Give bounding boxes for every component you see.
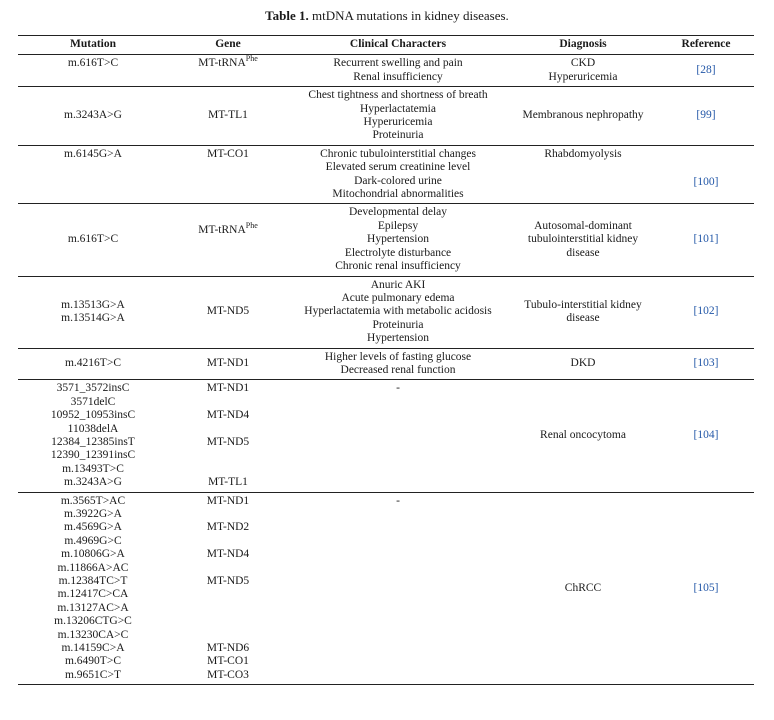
clinical-value: Dark-colored urine (354, 174, 442, 187)
table-caption-label: Table 1. (265, 8, 309, 23)
table-row (18, 145, 754, 204)
reference-cell (658, 145, 754, 204)
mutation-cell (18, 380, 168, 492)
gene-value (170, 548, 286, 561)
clinical-value: Elevated serum creatinine level (325, 161, 471, 174)
mutation-value: m.13127AC>A (57, 601, 129, 614)
mutation-cell (18, 145, 168, 204)
gene-name: MT-ND1 (206, 494, 250, 507)
mutation-value: m.9651C>T (64, 668, 121, 681)
diagnosis-cell (508, 204, 658, 276)
mutation-cell (18, 348, 168, 380)
clinical-value: Electrolyte disturbance (344, 246, 452, 259)
gene-name: MT-tRNA (198, 224, 246, 237)
gene-spacer (170, 615, 286, 628)
mutation-value: m.3243A>G (64, 476, 122, 489)
clinical-cell (288, 87, 508, 146)
mutation-value: m.13513G>A (61, 298, 125, 311)
reference-link[interactable]: [99] (696, 109, 716, 122)
clinical-value: Hyperuricemia (363, 116, 433, 129)
diagnosis-value: disease (566, 312, 600, 325)
diagnosis-cell (508, 276, 658, 348)
table-caption-text: mtDNA mutations in kidney diseases. (312, 8, 509, 23)
gene-superscript: Phe (245, 53, 258, 63)
gene-value (170, 53, 286, 70)
mutation-value: m.12417C>CA (57, 588, 129, 601)
gene-name: MT-ND5 (206, 435, 250, 448)
gene-name: MT-CO1 (207, 147, 249, 160)
clinical-value: Hypertension (367, 233, 429, 246)
table-caption (0, 8, 774, 24)
gene-value (170, 669, 286, 682)
gene-spacer (170, 423, 286, 436)
gene-value (170, 476, 286, 489)
gene-name: MT-ND6 (206, 642, 250, 654)
clinical-cell (288, 380, 508, 492)
gene-value (170, 521, 286, 534)
mutation-value: m.13206CTG>C (54, 615, 132, 628)
header-clinical-characters: Clinical Characters (349, 38, 447, 50)
mtdna-mutations-table (18, 35, 754, 685)
gene-cell (168, 492, 288, 685)
diagnosis-value: Hyperuricemia (548, 70, 618, 83)
gene-value (170, 655, 286, 668)
table-row (18, 276, 754, 348)
mutation-value: m.616T>C (67, 57, 119, 70)
gene-spacer (170, 396, 286, 409)
table-row (18, 204, 754, 276)
clinical-value: Epilepsy (377, 219, 419, 232)
reference-link[interactable]: [100] (693, 175, 719, 188)
clinical-cell (288, 348, 508, 380)
gene-spacer (170, 562, 286, 575)
header-reference: Reference (681, 38, 731, 50)
clinical-value: - (396, 382, 400, 395)
clinical-value: Mitochondrial abnormalities (332, 188, 464, 201)
reference-cell (658, 55, 754, 87)
mutation-value: 3571delC (70, 395, 116, 408)
reference-link[interactable]: [103] (693, 357, 719, 370)
mutation-value: m.3243A>G (64, 109, 122, 122)
mutation-value: m.3565T>AC (60, 494, 126, 507)
mutation-cell (18, 276, 168, 348)
gene-name: MT-ND4 (206, 409, 250, 422)
gene-superscript: Phe (245, 220, 258, 230)
gene-name: MT-ND1 (206, 357, 250, 370)
diagnosis-cell (508, 348, 658, 380)
mutation-value: 11038delA (67, 422, 119, 435)
clinical-value: Acute pulmonary edema (341, 291, 455, 304)
gene-name: MT-ND5 (206, 305, 250, 318)
mutation-cell (18, 87, 168, 146)
mutation-cell (18, 55, 168, 87)
reference-link[interactable]: [101] (693, 233, 719, 246)
gene-cell (168, 276, 288, 348)
mutation-value: 10952_10953insC (50, 409, 136, 422)
clinical-value: Proteinuria (372, 318, 424, 331)
gene-cell (168, 145, 288, 204)
mutation-value: m.4216T>C (64, 357, 121, 370)
header-mutation: Mutation (70, 38, 116, 50)
table-row (18, 87, 754, 146)
gene-value (170, 220, 286, 237)
mutation-value: m.4569G>A (64, 521, 122, 534)
reference-link[interactable]: [28] (696, 64, 716, 77)
clinical-value: Renal insufficiency (353, 70, 443, 83)
gene-cell (168, 348, 288, 380)
diagnosis-cell (508, 380, 658, 492)
gene-value (170, 148, 286, 161)
gene-spacer (170, 602, 286, 615)
clinical-cell (288, 55, 508, 87)
gene-value (170, 495, 286, 508)
gene-value (170, 305, 286, 318)
mutation-value: m.13493T>C (62, 462, 124, 475)
gene-name: MT-TL1 (208, 109, 248, 122)
clinical-value: Chronic renal insufficiency (335, 260, 461, 273)
clinical-cell (288, 276, 508, 348)
gene-value (170, 382, 286, 395)
table-row (18, 380, 754, 492)
clinical-cell (288, 492, 508, 685)
gene-spacer (170, 449, 286, 462)
gene-value (170, 575, 286, 588)
diagnosis-value: DKD (570, 357, 596, 370)
clinical-value: Chronic tubulointerstitial changes (320, 147, 476, 160)
clinical-value: Recurrent swelling and pain (333, 57, 463, 70)
gene-name: MT-TL1 (208, 476, 248, 489)
diagnosis-value: Membranous nephropathy (522, 109, 644, 122)
mutation-value: 3571_3572insC (56, 382, 130, 395)
clinical-value: Decreased renal function (340, 363, 456, 376)
mutation-value: m.6490T>C (64, 655, 121, 668)
diagnosis-value: disease (566, 246, 600, 259)
table-row (18, 348, 754, 380)
mutation-value: m.616T>C (67, 233, 119, 246)
gene-spacer (170, 508, 286, 521)
header-diagnosis: Diagnosis (559, 38, 607, 50)
mutation-value: m.3922G>A (64, 508, 122, 520)
header-gene: Gene (215, 38, 241, 50)
gene-name: MT-CO3 (207, 668, 249, 681)
gene-name: MT-ND4 (206, 548, 250, 561)
mutation-value: 12390_12391insC (50, 449, 136, 462)
reference-cell (658, 87, 754, 146)
diagnosis-cell (508, 145, 658, 204)
mutation-value: m.13514G>A (61, 312, 125, 325)
table-row (18, 55, 754, 87)
clinical-value: Chest tightness and shortness of breath (308, 89, 488, 102)
clinical-cell (288, 145, 508, 204)
reference-link[interactable]: [102] (693, 305, 719, 318)
gene-name: MT-tRNA (198, 57, 246, 70)
gene-name: MT-ND5 (206, 575, 250, 588)
clinical-value: Hyperlactatemia (360, 102, 436, 115)
reference-link[interactable]: [105] (693, 581, 719, 594)
gene-name: MT-ND1 (206, 382, 250, 395)
mutation-value: 12384_12385insT (51, 435, 135, 448)
gene-cell (168, 55, 288, 87)
gene-spacer (170, 588, 286, 601)
diagnosis-cell (508, 492, 658, 685)
reference-cell (658, 204, 754, 276)
gene-name: MT-CO1 (207, 655, 249, 668)
clinical-value: Hyperlactatemia with metabolic acidosis (304, 305, 492, 318)
clinical-value: Hypertension (367, 332, 429, 345)
gene-value (170, 642, 286, 655)
gene-name: MT-ND2 (206, 521, 250, 534)
reference-link[interactable]: [104] (693, 429, 719, 442)
gene-cell (168, 380, 288, 492)
mutation-cell (18, 204, 168, 276)
gene-value (170, 109, 286, 122)
clinical-value: Proteinuria (372, 129, 424, 142)
table-body (18, 55, 754, 685)
clinical-value: - (396, 494, 400, 507)
gene-spacer (170, 535, 286, 548)
clinical-value: Higher levels of fasting glucose (324, 350, 472, 363)
reference-cell (658, 276, 754, 348)
reference-cell (658, 348, 754, 380)
gene-value (170, 357, 286, 370)
gene-cell (168, 204, 288, 276)
diagnosis-value: Renal oncocytoma (540, 429, 626, 442)
mutation-value: m.14159C>A (61, 642, 125, 655)
table-header-row (18, 36, 754, 55)
mutation-value: m.6145G>A (64, 147, 122, 160)
mutation-value: m.13230CA>C (57, 628, 129, 641)
clinical-cell (288, 204, 508, 276)
diagnosis-cell (508, 87, 658, 146)
reference-cell (658, 380, 754, 492)
diagnosis-value: CKD (570, 57, 596, 70)
clinical-value: Anuric AKI (370, 278, 426, 291)
diagnosis-value: tubulointerstitial kidney (527, 233, 639, 246)
mutation-cell (18, 492, 168, 685)
clinical-value: Developmental delay (348, 206, 448, 219)
reference-cell (658, 492, 754, 685)
diagnosis-value: ChRCC (564, 581, 602, 594)
diagnosis-cell (508, 55, 658, 87)
mutation-value: m.4969G>C (64, 534, 122, 547)
diagnosis-value: Autosomal-dominant (534, 219, 632, 232)
mutation-value: m.10806G>A (61, 548, 125, 561)
gene-spacer (170, 463, 286, 476)
gene-value (170, 409, 286, 422)
diagnosis-value: Rhabdomyolysis (544, 147, 622, 160)
diagnosis-value: Tubulo-interstitial kidney (524, 298, 642, 311)
mutation-value: m.12384TC>T (58, 575, 128, 588)
mutation-value: m.11866A>AC (57, 561, 129, 574)
gene-cell (168, 87, 288, 146)
gene-spacer (170, 629, 286, 642)
table-row (18, 492, 754, 685)
gene-value (170, 436, 286, 449)
